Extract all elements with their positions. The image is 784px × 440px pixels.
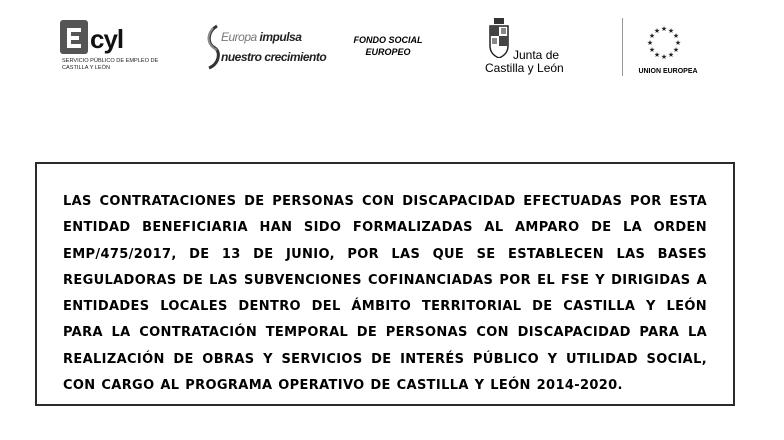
- svg-text:★: ★: [674, 39, 682, 47]
- ecyl-e-icon: [60, 20, 90, 56]
- svg-text:★: ★: [672, 46, 680, 54]
- svg-text:★: ★: [667, 51, 675, 59]
- ecyl-subtitle: SERVICIO PÚBLICO DE EMPLEO DE CASTILLA Y LEÓN: [62, 58, 159, 71]
- europa-impulsa-logo: [205, 24, 327, 74]
- svg-text:★: ★: [653, 51, 661, 59]
- europa-slogan-line1: Europa impulsa: [221, 30, 302, 44]
- fse-line2: EUROPEO: [365, 47, 411, 57]
- ecyl-wordmark: cyl: [90, 24, 124, 54]
- fse-line1: FONDO SOCIAL: [353, 35, 423, 45]
- svg-text:★: ★: [660, 53, 668, 61]
- svg-text:★: ★: [646, 39, 654, 47]
- coat-of-arms-icon: [488, 18, 510, 58]
- svg-text:★: ★: [648, 32, 656, 40]
- logo-bar: [0, 0, 784, 90]
- svg-text:★: ★: [660, 25, 668, 33]
- europa-slogan-line2: nuestro crecimiento: [221, 50, 327, 64]
- junta-logo: [483, 18, 573, 80]
- svg-text:★: ★: [672, 32, 680, 40]
- eu-divider: [622, 18, 623, 76]
- junta-line2: Castilla y León: [485, 61, 564, 75]
- eu-stars-icon: [640, 22, 688, 70]
- eu-label: UNION EUROPEA: [638, 68, 698, 75]
- svg-text:★: ★: [648, 46, 656, 54]
- ecyl-logo: [60, 20, 170, 75]
- fse-logo: [348, 34, 428, 58]
- junta-line1: Junta de: [513, 48, 560, 62]
- eu-logo: [622, 18, 708, 82]
- svg-text:★: ★: [667, 27, 675, 35]
- notice-box: [35, 162, 735, 406]
- svg-text:★: ★: [653, 27, 661, 35]
- notice-text: LAS CONTRATACIONES DE PERSONAS CON DISCAPACIDAD EFECTUADAS POR ESTA ENTIDAD BENEFICIARIA HAN SIDO FORMALIZADAS AL AMPARO DE LA ORDEN EMP/475/2017, DE 13 DE JUNIO, POR LAS QUE SE ESTABLECEN LAS BASES REGULADORAS DE LAS SUBVENCIONES COFINANCIADAS POR EL FSE Y DIRIGIDAS A ENTIDADES LOCALES DENTRO DEL ÁMBITO TERRITORIAL DE CASTILLA Y LEÓN PARA LA CONTRATACIÓN TEMPORAL DE PERSONAS CON DISCAPACIDAD PARA LA REALIZACIÓN DE OBRAS Y SERVICIOS DE INTERÉS PÚBLICO Y UTILIDAD SOCIAL, CON CARGO AL PROGRAMA OPERATIVO DE CASTILLA Y LEÓN 2014-2020.: [63, 194, 707, 394]
